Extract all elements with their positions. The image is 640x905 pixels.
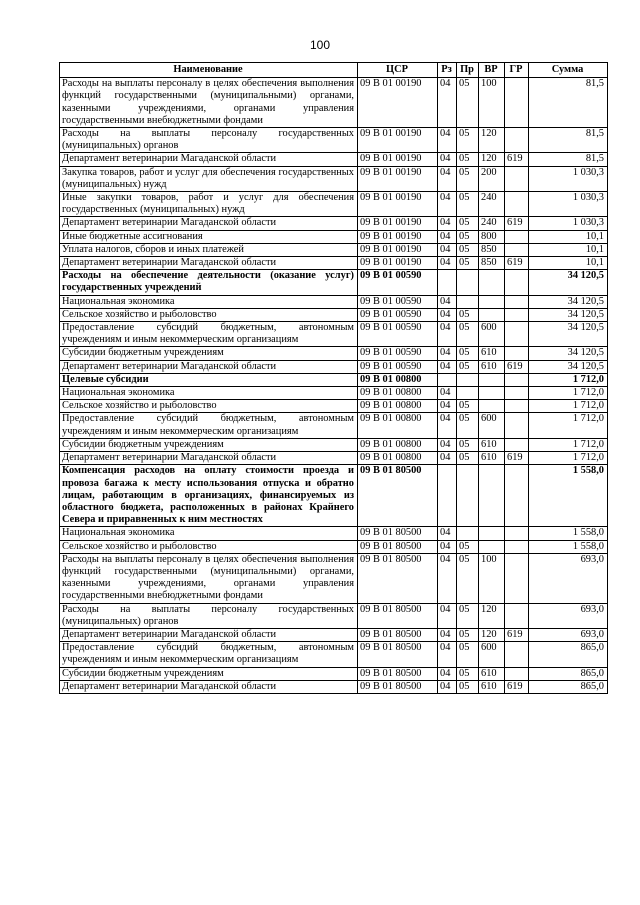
- cell-sum: 34 120,5: [529, 295, 608, 308]
- table-row: [60, 667, 608, 680]
- cell-pr: 05: [457, 540, 479, 553]
- cell-rz: 04: [438, 243, 457, 256]
- cell-sum: 1 558,0: [529, 465, 608, 527]
- cell-sum: 693,0: [529, 603, 608, 628]
- cell-gr: [505, 387, 529, 400]
- cell-sum: 693,0: [529, 628, 608, 641]
- cell-csr: 09 В 01 00190: [358, 230, 438, 243]
- cell-gr: [505, 128, 529, 153]
- cell-name: Компенсация расходов на оплату стоимости проезда и провоза багажа к месту использования отпуска и обратно лицам, работающим в организациях, финансируемых из областного бюджета, расположенных в районах Крайнего Севера и приравненных к ним местностях: [60, 465, 358, 527]
- cell-vr: 800: [479, 230, 505, 243]
- cell-pr: 05: [457, 166, 479, 191]
- table-row: [60, 438, 608, 451]
- cell-sum: 1 558,0: [529, 527, 608, 540]
- cell-pr: [457, 373, 479, 386]
- cell-vr: 100: [479, 78, 505, 128]
- table-row: [60, 387, 608, 400]
- table-row: [60, 322, 608, 347]
- table-row: [60, 192, 608, 217]
- table-row: [60, 527, 608, 540]
- cell-vr: 120: [479, 153, 505, 166]
- cell-vr: [479, 540, 505, 553]
- table-row: [60, 413, 608, 438]
- cell-pr: 05: [457, 438, 479, 451]
- cell-rz: 04: [438, 347, 457, 360]
- cell-rz: 04: [438, 413, 457, 438]
- cell-pr: 05: [457, 322, 479, 347]
- table-row: [60, 400, 608, 413]
- cell-pr: 05: [457, 217, 479, 230]
- cell-name: Иные бюджетные ассигнования: [60, 230, 358, 243]
- cell-sum: 34 120,5: [529, 322, 608, 347]
- cell-csr: 09 В 01 00800: [358, 413, 438, 438]
- cell-csr: 09 В 01 80500: [358, 527, 438, 540]
- cell-name: Уплата налогов, сборов и иных платежей: [60, 243, 358, 256]
- cell-vr: 600: [479, 642, 505, 667]
- cell-sum: 1 712,0: [529, 387, 608, 400]
- table-row: [60, 628, 608, 641]
- cell-gr: [505, 373, 529, 386]
- cell-csr: 09 В 01 00590: [358, 322, 438, 347]
- cell-name: Субсидии бюджетным учреждениям: [60, 667, 358, 680]
- cell-rz: 04: [438, 78, 457, 128]
- cell-rz: [438, 465, 457, 527]
- cell-vr: 200: [479, 166, 505, 191]
- cell-gr: [505, 642, 529, 667]
- cell-pr: 05: [457, 257, 479, 270]
- cell-sum: 1 030,3: [529, 217, 608, 230]
- cell-pr: 05: [457, 642, 479, 667]
- cell-sum: 1 712,0: [529, 413, 608, 438]
- cell-pr: 05: [457, 667, 479, 680]
- cell-csr: 09 В 01 80500: [358, 680, 438, 693]
- cell-sum: 865,0: [529, 680, 608, 693]
- cell-gr: [505, 322, 529, 347]
- cell-vr: 850: [479, 243, 505, 256]
- cell-name: Целевые субсидии: [60, 373, 358, 386]
- cell-csr: 09 В 01 00590: [358, 295, 438, 308]
- cell-name: Расходы на выплаты персоналу государственных (муниципальных) органов: [60, 603, 358, 628]
- header-csr: ЦСР: [358, 63, 438, 78]
- cell-sum: 1 712,0: [529, 373, 608, 386]
- cell-rz: 04: [438, 400, 457, 413]
- cell-rz: 04: [438, 540, 457, 553]
- table-row: [60, 452, 608, 465]
- cell-csr: 09 В 01 00800: [358, 373, 438, 386]
- cell-csr: 09 В 01 00190: [358, 217, 438, 230]
- cell-pr: 05: [457, 192, 479, 217]
- cell-sum: 1 030,3: [529, 192, 608, 217]
- header-rz: Рз: [438, 63, 457, 78]
- table-row: [60, 295, 608, 308]
- table-row: [60, 642, 608, 667]
- table-row: [60, 347, 608, 360]
- cell-sum: 81,5: [529, 153, 608, 166]
- cell-name: Расходы на выплаты персоналу в целях обеспечения выполнения функций государственными (муниципальными) органами, казенными учреждениями, органами управления государственными внебюджетными фондами: [60, 78, 358, 128]
- table-row: [60, 603, 608, 628]
- cell-pr: 05: [457, 78, 479, 128]
- cell-gr: 619: [505, 153, 529, 166]
- cell-sum: 865,0: [529, 667, 608, 680]
- cell-rz: 04: [438, 128, 457, 153]
- cell-pr: 05: [457, 308, 479, 321]
- cell-vr: [479, 308, 505, 321]
- cell-sum: 10,1: [529, 257, 608, 270]
- table-row: [60, 465, 608, 527]
- cell-csr: 09 В 01 00190: [358, 243, 438, 256]
- cell-vr: 850: [479, 257, 505, 270]
- table-row: [60, 166, 608, 191]
- cell-name: Расходы на выплаты персоналу в целях обеспечения выполнения функций государственными (муниципальными) органами, казенными учреждениями, органами управления государственными внебюджетными фондами: [60, 553, 358, 603]
- cell-sum: 1 030,3: [529, 166, 608, 191]
- cell-sum: 34 120,5: [529, 347, 608, 360]
- cell-gr: [505, 192, 529, 217]
- cell-pr: [457, 295, 479, 308]
- cell-gr: [505, 413, 529, 438]
- cell-rz: 04: [438, 322, 457, 347]
- header-pr: Пр: [457, 63, 479, 78]
- cell-vr: 120: [479, 628, 505, 641]
- cell-gr: [505, 603, 529, 628]
- cell-sum: 10,1: [529, 243, 608, 256]
- cell-sum: 1 558,0: [529, 540, 608, 553]
- table-row: [60, 680, 608, 693]
- cell-gr: [505, 347, 529, 360]
- cell-pr: 05: [457, 413, 479, 438]
- cell-vr: 120: [479, 128, 505, 153]
- cell-pr: 05: [457, 553, 479, 603]
- cell-pr: 05: [457, 243, 479, 256]
- cell-vr: 610: [479, 667, 505, 680]
- cell-rz: 04: [438, 387, 457, 400]
- cell-pr: 05: [457, 360, 479, 373]
- cell-csr: 09 В 01 00590: [358, 347, 438, 360]
- cell-vr: 120: [479, 603, 505, 628]
- cell-csr: 09 В 01 00800: [358, 438, 438, 451]
- cell-vr: 240: [479, 192, 505, 217]
- cell-name: Департамент ветеринарии Магаданской области: [60, 153, 358, 166]
- cell-pr: 05: [457, 452, 479, 465]
- cell-csr: 09 В 01 00590: [358, 270, 438, 295]
- cell-rz: 04: [438, 680, 457, 693]
- table-row: [60, 553, 608, 603]
- cell-sum: 34 120,5: [529, 308, 608, 321]
- table-row: [60, 360, 608, 373]
- cell-gr: [505, 166, 529, 191]
- cell-gr: [505, 230, 529, 243]
- cell-rz: 04: [438, 667, 457, 680]
- table-row: [60, 257, 608, 270]
- cell-sum: 10,1: [529, 230, 608, 243]
- cell-gr: [505, 78, 529, 128]
- cell-name: Расходы на обеспечение деятельности (оказание услуг) государственных учреждений: [60, 270, 358, 295]
- cell-csr: 09 В 01 00190: [358, 78, 438, 128]
- cell-rz: 04: [438, 628, 457, 641]
- cell-name: Расходы на выплаты персоналу государственных (муниципальных) органов: [60, 128, 358, 153]
- cell-pr: 05: [457, 153, 479, 166]
- cell-sum: 865,0: [529, 642, 608, 667]
- cell-gr: [505, 667, 529, 680]
- cell-vr: 610: [479, 347, 505, 360]
- cell-csr: 09 В 01 80500: [358, 628, 438, 641]
- cell-gr: 619: [505, 628, 529, 641]
- cell-gr: [505, 438, 529, 451]
- cell-rz: 04: [438, 642, 457, 667]
- cell-gr: [505, 527, 529, 540]
- table-row: [60, 217, 608, 230]
- cell-pr: 05: [457, 680, 479, 693]
- table-row: [60, 243, 608, 256]
- cell-vr: 610: [479, 452, 505, 465]
- cell-vr: [479, 373, 505, 386]
- table-row: [60, 373, 608, 386]
- cell-gr: [505, 243, 529, 256]
- header-gr: ГР: [505, 63, 529, 78]
- cell-pr: [457, 527, 479, 540]
- cell-pr: 05: [457, 128, 479, 153]
- cell-sum: 693,0: [529, 553, 608, 603]
- cell-gr: 619: [505, 360, 529, 373]
- header-name: Наименование: [60, 63, 358, 78]
- cell-pr: 05: [457, 628, 479, 641]
- cell-gr: [505, 295, 529, 308]
- cell-csr: 09 В 01 00190: [358, 192, 438, 217]
- cell-gr: [505, 553, 529, 603]
- cell-sum: 34 120,5: [529, 360, 608, 373]
- cell-vr: [479, 400, 505, 413]
- cell-gr: 619: [505, 257, 529, 270]
- cell-pr: 05: [457, 400, 479, 413]
- cell-pr: 05: [457, 347, 479, 360]
- cell-gr: 619: [505, 217, 529, 230]
- cell-vr: 610: [479, 360, 505, 373]
- cell-rz: 04: [438, 166, 457, 191]
- cell-csr: 09 В 01 80500: [358, 540, 438, 553]
- cell-pr: 05: [457, 230, 479, 243]
- cell-vr: 600: [479, 413, 505, 438]
- cell-csr: 09 В 01 00190: [358, 166, 438, 191]
- cell-vr: 100: [479, 553, 505, 603]
- cell-gr: 619: [505, 452, 529, 465]
- cell-name: Субсидии бюджетным учреждениям: [60, 438, 358, 451]
- cell-name: Сельское хозяйство и рыболовство: [60, 400, 358, 413]
- header-sum: Сумма: [529, 63, 608, 78]
- cell-sum: 1 712,0: [529, 400, 608, 413]
- page-number: 100: [309, 38, 331, 52]
- cell-vr: [479, 270, 505, 295]
- cell-gr: 619: [505, 680, 529, 693]
- budget-table: [59, 62, 608, 694]
- table-row: [60, 78, 608, 128]
- cell-gr: [505, 465, 529, 527]
- header-row: [60, 63, 608, 78]
- cell-csr: 09 В 01 00800: [358, 400, 438, 413]
- cell-pr: [457, 270, 479, 295]
- cell-rz: 04: [438, 308, 457, 321]
- cell-name: Департамент ветеринарии Магаданской области: [60, 360, 358, 373]
- cell-sum: 81,5: [529, 78, 608, 128]
- cell-vr: 600: [479, 322, 505, 347]
- cell-csr: 09 В 01 00190: [358, 128, 438, 153]
- cell-rz: 04: [438, 217, 457, 230]
- table-row: [60, 153, 608, 166]
- cell-csr: 09 В 01 00800: [358, 452, 438, 465]
- cell-name: Субсидии бюджетным учреждениям: [60, 347, 358, 360]
- cell-csr: 09 В 01 00190: [358, 257, 438, 270]
- cell-vr: [479, 527, 505, 540]
- table-row: [60, 230, 608, 243]
- cell-csr: 09 В 01 00190: [358, 153, 438, 166]
- cell-name: Предоставление субсидий бюджетным, автономным учреждениям и иным некоммерческим организациям: [60, 413, 358, 438]
- cell-name: Департамент ветеринарии Магаданской области: [60, 217, 358, 230]
- cell-vr: [479, 465, 505, 527]
- cell-rz: 04: [438, 192, 457, 217]
- cell-name: Департамент ветеринарии Магаданской области: [60, 628, 358, 641]
- header-vr: ВР: [479, 63, 505, 78]
- cell-gr: [505, 270, 529, 295]
- cell-gr: [505, 400, 529, 413]
- cell-csr: 09 В 01 80500: [358, 642, 438, 667]
- cell-rz: 04: [438, 603, 457, 628]
- cell-rz: 04: [438, 153, 457, 166]
- cell-rz: 04: [438, 295, 457, 308]
- cell-rz: 04: [438, 230, 457, 243]
- cell-vr: 610: [479, 680, 505, 693]
- cell-name: Национальная экономика: [60, 387, 358, 400]
- cell-rz: [438, 270, 457, 295]
- cell-pr: [457, 465, 479, 527]
- cell-sum: 81,5: [529, 128, 608, 153]
- table-row: [60, 128, 608, 153]
- cell-vr: [479, 295, 505, 308]
- cell-name: Департамент ветеринарии Магаданской области: [60, 257, 358, 270]
- cell-rz: 04: [438, 360, 457, 373]
- cell-pr: 05: [457, 603, 479, 628]
- cell-name: Департамент ветеринарии Магаданской области: [60, 680, 358, 693]
- cell-vr: 610: [479, 438, 505, 451]
- cell-pr: [457, 387, 479, 400]
- cell-rz: 04: [438, 452, 457, 465]
- cell-name: Сельское хозяйство и рыболовство: [60, 308, 358, 321]
- cell-sum: 1 712,0: [529, 438, 608, 451]
- cell-csr: 09 В 01 80500: [358, 553, 438, 603]
- table-body: [60, 78, 608, 694]
- cell-csr: 09 В 01 80500: [358, 603, 438, 628]
- table-row: [60, 308, 608, 321]
- cell-name: Иные закупки товаров, работ и услуг для обеспечения государственных (муниципальных) нужд: [60, 192, 358, 217]
- cell-vr: [479, 387, 505, 400]
- cell-sum: 34 120,5: [529, 270, 608, 295]
- cell-gr: [505, 308, 529, 321]
- table-row: [60, 270, 608, 295]
- cell-name: Департамент ветеринарии Магаданской области: [60, 452, 358, 465]
- cell-name: Предоставление субсидий бюджетным, автономным учреждениям и иным некоммерческим организациям: [60, 642, 358, 667]
- cell-sum: 1 712,0: [529, 452, 608, 465]
- cell-rz: 04: [438, 527, 457, 540]
- table-row: [60, 540, 608, 553]
- cell-name: Закупка товаров, работ и услуг для обеспечения государственных (муниципальных) нужд: [60, 166, 358, 191]
- cell-csr: 09 В 01 00590: [358, 308, 438, 321]
- cell-name: Сельское хозяйство и рыболовство: [60, 540, 358, 553]
- cell-gr: [505, 540, 529, 553]
- cell-name: Предоставление субсидий бюджетным, автономным учреждениям и иным некоммерческим организациям: [60, 322, 358, 347]
- cell-csr: 09 В 01 00590: [358, 360, 438, 373]
- cell-csr: 09 В 01 80500: [358, 667, 438, 680]
- cell-csr: 09 В 01 80500: [358, 465, 438, 527]
- cell-vr: 240: [479, 217, 505, 230]
- cell-rz: 04: [438, 553, 457, 603]
- cell-name: Национальная экономика: [60, 295, 358, 308]
- cell-rz: [438, 373, 457, 386]
- cell-csr: 09 В 01 00800: [358, 387, 438, 400]
- cell-name: Национальная экономика: [60, 527, 358, 540]
- cell-rz: 04: [438, 257, 457, 270]
- cell-rz: 04: [438, 438, 457, 451]
